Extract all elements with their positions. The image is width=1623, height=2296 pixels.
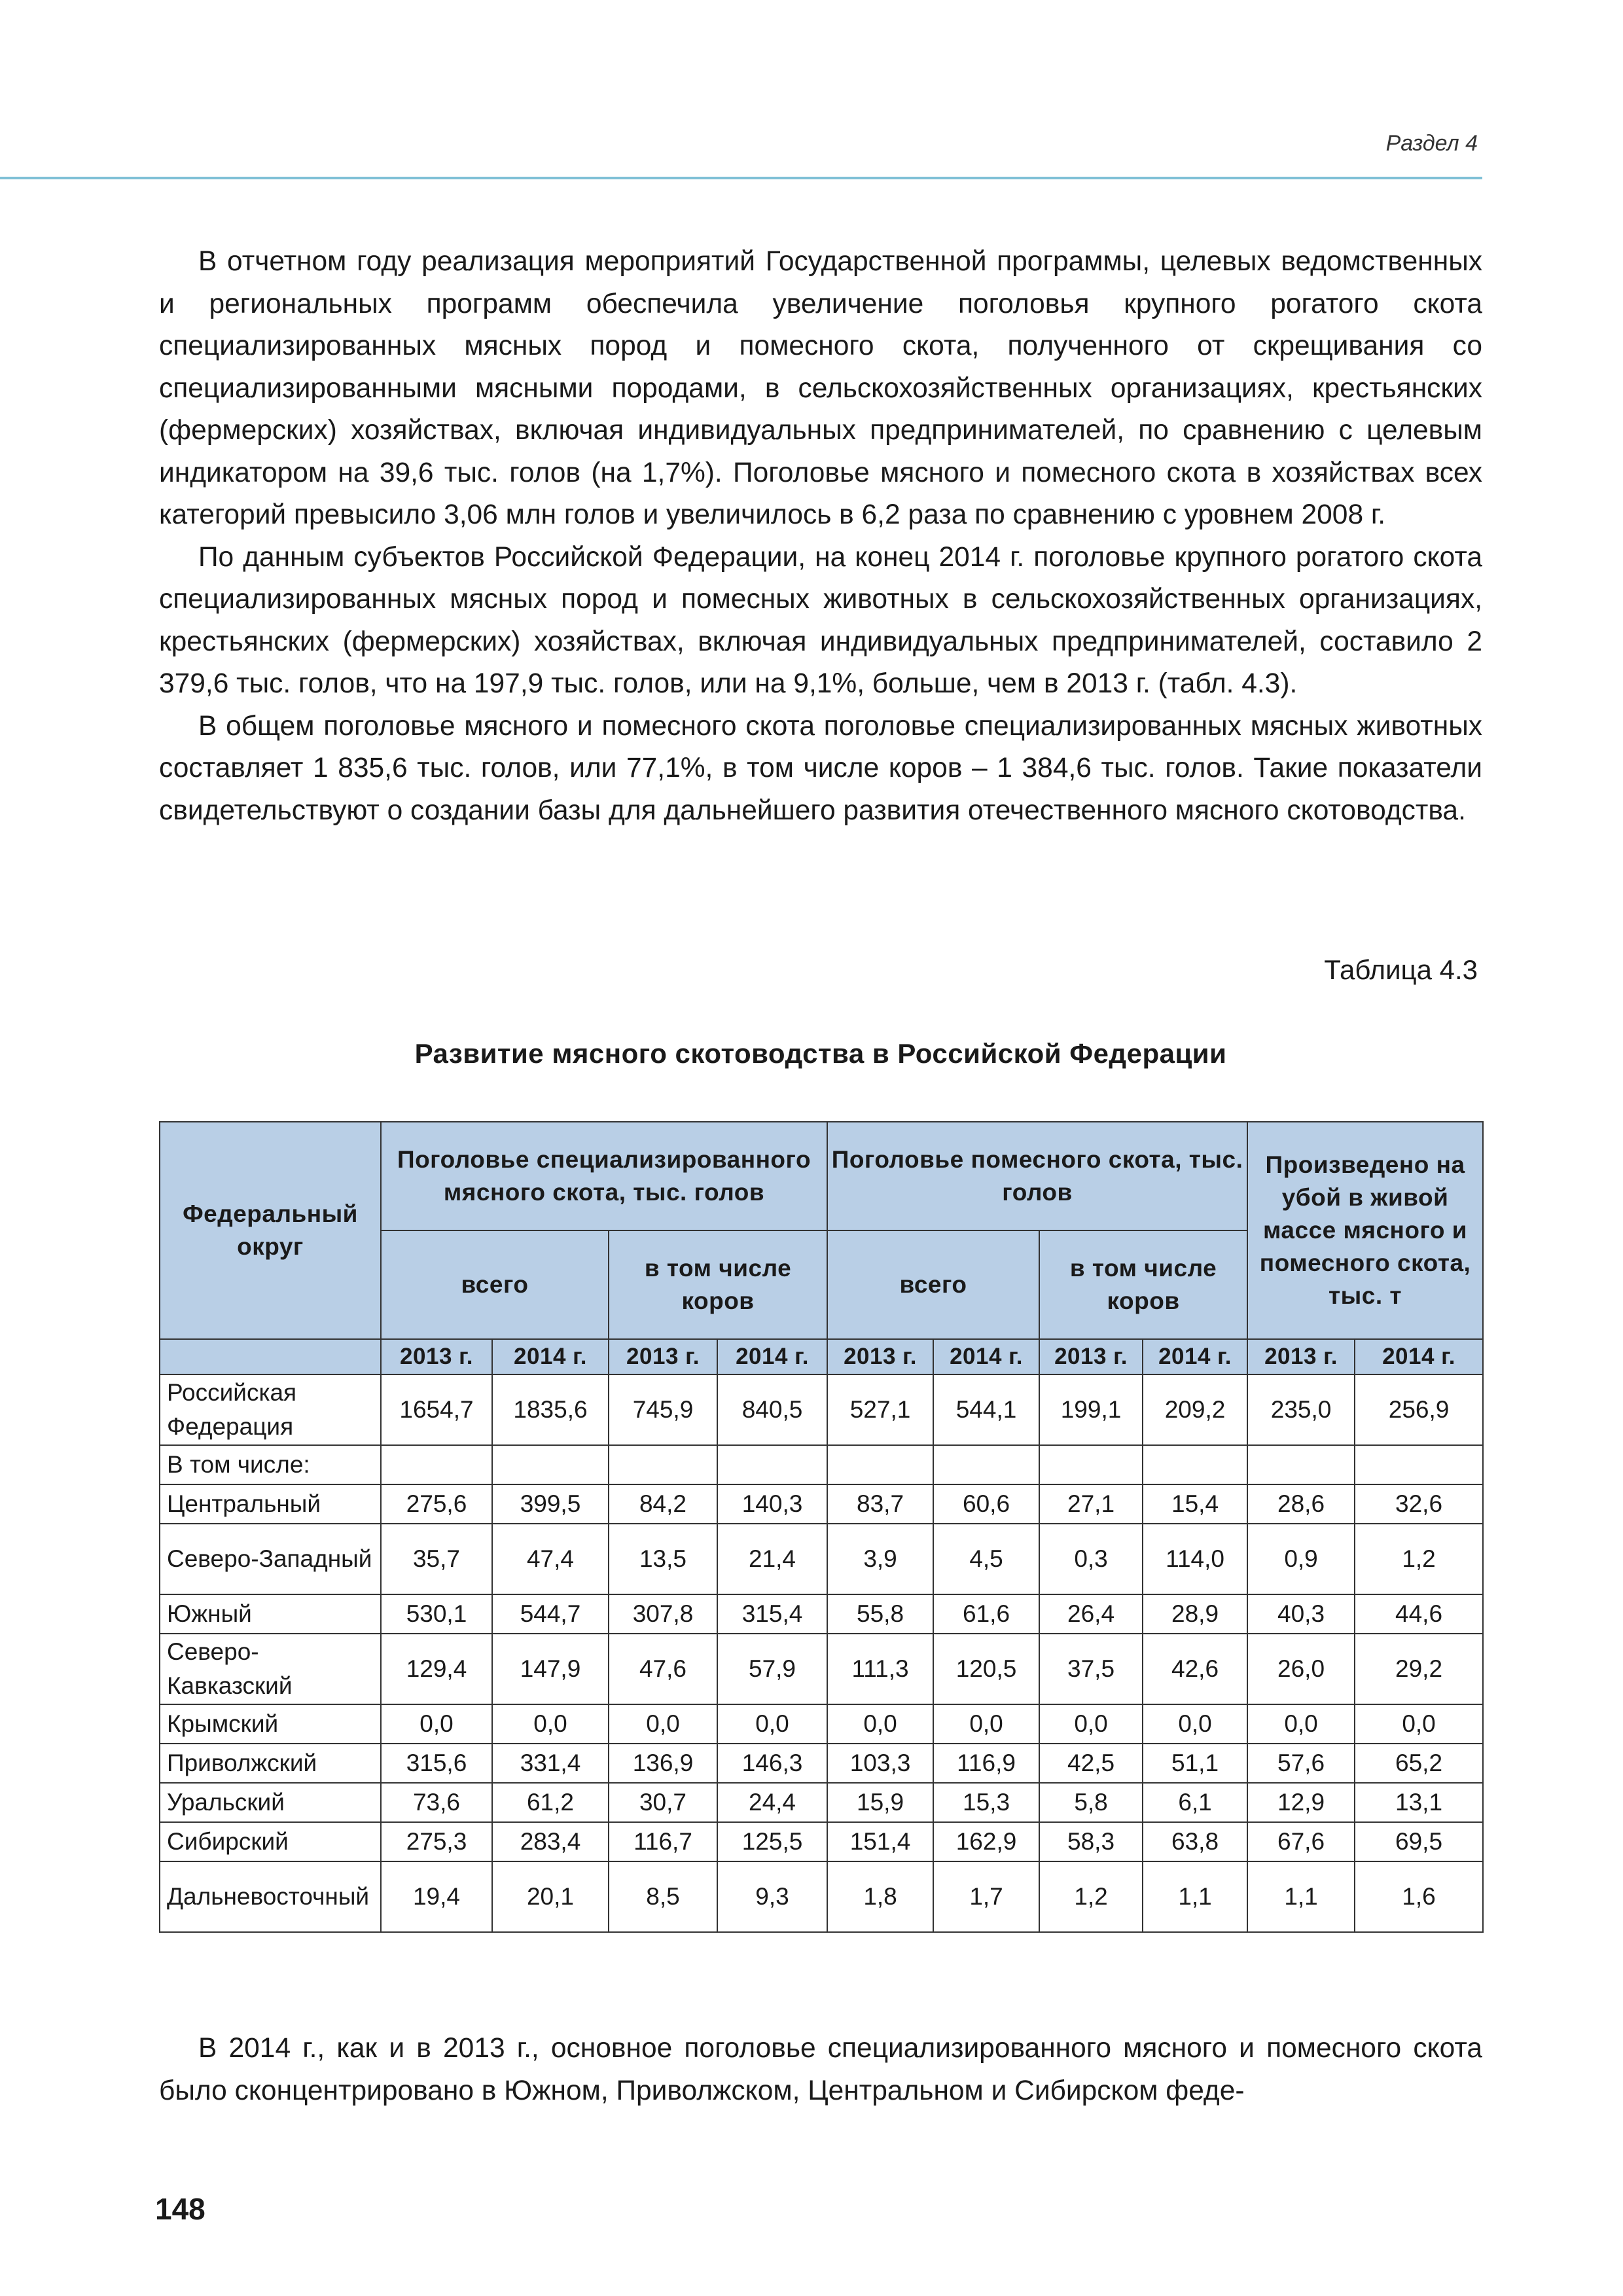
table-row [160,1374,1483,1445]
value-cell: 47,4 [492,1524,609,1594]
value-cell: 0,0 [492,1704,609,1744]
value-cell: 42,6 [1143,1634,1247,1704]
value-cell: 57,9 [717,1634,827,1704]
value-cell: 0,3 [1039,1524,1143,1594]
header-year: 2013 г. [827,1339,933,1374]
value-cell: 27,1 [1039,1484,1143,1524]
region-cell: Южный [160,1594,381,1634]
value-cell: 30,7 [609,1783,717,1822]
value-cell: 146,3 [717,1744,827,1783]
value-cell [717,1445,827,1484]
value-cell: 73,6 [381,1783,492,1822]
table-row [160,1445,1483,1484]
value-cell: 19,4 [381,1861,492,1932]
data-table [159,1121,1484,1933]
region-cell: Крымский [160,1704,381,1744]
value-cell: 0,0 [381,1704,492,1744]
value-cell: 209,2 [1143,1374,1247,1445]
value-cell: 61,2 [492,1783,609,1822]
header-group-slaughter: Произведено на убой в живой массе мясного и помесного скота, тыс. т [1247,1122,1483,1339]
header-group-specialized: Поголовье специализированного мясного скота, тыс. голов [381,1122,827,1230]
header-blank [160,1339,381,1374]
value-cell: 0,9 [1247,1524,1355,1594]
value-cell: 0,0 [717,1704,827,1744]
value-cell: 116,7 [609,1822,717,1861]
header-total: всего [381,1230,609,1339]
value-cell: 0,0 [1039,1704,1143,1744]
value-cell: 116,9 [933,1744,1039,1783]
value-cell [1039,1445,1143,1484]
value-cell: 55,8 [827,1594,933,1634]
region-cell: Приволжский [160,1744,381,1783]
section-label: Раздел 4 [1385,131,1478,156]
value-cell: 1654,7 [381,1374,492,1445]
table-row [160,1783,1483,1822]
header-cows: в том числе коров [609,1230,827,1339]
value-cell: 24,4 [717,1783,827,1822]
header-year: 2014 г. [1143,1339,1247,1374]
value-cell: 26,0 [1247,1634,1355,1704]
value-cell: 15,9 [827,1783,933,1822]
value-cell [1247,1445,1355,1484]
header-year: 2013 г. [1039,1339,1143,1374]
table-row [160,1634,1483,1704]
value-cell: 1835,6 [492,1374,609,1445]
value-cell: 544,7 [492,1594,609,1634]
value-cell: 0,0 [1355,1704,1483,1744]
header-year: 2013 г. [381,1339,492,1374]
value-cell: 26,4 [1039,1594,1143,1634]
value-cell: 83,7 [827,1484,933,1524]
table-row [160,1484,1483,1524]
region-cell: Сибирский [160,1822,381,1861]
value-cell: 15,4 [1143,1484,1247,1524]
region-cell: Северо-Кавказский [160,1634,381,1704]
table-row [160,1744,1483,1783]
header-region: Федеральный округ [160,1122,381,1339]
value-cell: 28,9 [1143,1594,1247,1634]
value-cell: 0,0 [827,1704,933,1744]
value-cell: 28,6 [1247,1484,1355,1524]
region-cell: Уральский [160,1783,381,1822]
value-cell: 9,3 [717,1861,827,1932]
paragraph: По данным субъектов Российской Федерации, на конец 2014 г. поголовье крупного рогатого скота специализированных мясных пород и помесных животных в сельскохозяйственных организациях, крестьянских (фермерских) хозяйствах, включая индивидуальных предпринимателей, составило 2 379,6 тыс. голов, что на 197,9 тыс. голов, или на 9,1%, больше, чем в 2013 г. (табл. 4.3). [159,541,1482,699]
value-cell [933,1445,1039,1484]
value-cell: 275,6 [381,1484,492,1524]
value-cell: 151,4 [827,1822,933,1861]
value-cell: 6,1 [1143,1783,1247,1822]
outro-text [159,2028,1482,2112]
table-number: Таблица 4.3 [1324,954,1478,985]
value-cell: 283,4 [492,1822,609,1861]
value-cell: 1,1 [1247,1861,1355,1932]
intro-text [159,241,1482,832]
value-cell: 44,6 [1355,1594,1483,1634]
value-cell: 65,2 [1355,1744,1483,1783]
paragraph: В общем поголовье мясного и помесного скота поголовье специализированных мясных животных составляет 1 835,6 тыс. голов, или 77,1%, в том числе коров – 1 384,6 тыс. голов. Такие показатели свидетельствуют о создании базы для дальнейшего развития отечественного мясного скотоводства. [159,710,1482,826]
value-cell: 12,9 [1247,1783,1355,1822]
value-cell: 275,3 [381,1822,492,1861]
value-cell [1355,1445,1483,1484]
value-cell: 21,4 [717,1524,827,1594]
value-cell: 13,5 [609,1524,717,1594]
header-year: 2013 г. [1247,1339,1355,1374]
value-cell: 1,1 [1143,1861,1247,1932]
value-cell: 67,6 [1247,1822,1355,1861]
value-cell: 1,2 [1355,1524,1483,1594]
value-cell: 42,5 [1039,1744,1143,1783]
value-cell: 35,7 [381,1524,492,1594]
value-cell [827,1445,933,1484]
value-cell: 527,1 [827,1374,933,1445]
value-cell: 114,0 [1143,1524,1247,1594]
region-cell: Дальневосточный [160,1861,381,1932]
value-cell: 840,5 [717,1374,827,1445]
value-cell: 58,3 [1039,1822,1143,1861]
value-cell: 0,0 [1247,1704,1355,1744]
region-cell: В том числе: [160,1445,381,1484]
value-cell: 8,5 [609,1861,717,1932]
header-year: 2014 г. [717,1339,827,1374]
table-row [160,1704,1483,1744]
region-cell: Центральный [160,1484,381,1524]
value-cell: 307,8 [609,1594,717,1634]
value-cell: 4,5 [933,1524,1039,1594]
value-cell: 60,6 [933,1484,1039,1524]
value-cell: 1,6 [1355,1861,1483,1932]
value-cell: 0,0 [1143,1704,1247,1744]
table-row [160,1822,1483,1861]
header-total: всего [827,1230,1039,1339]
value-cell: 84,2 [609,1484,717,1524]
value-cell: 745,9 [609,1374,717,1445]
value-cell: 57,6 [1247,1744,1355,1783]
value-cell: 51,1 [1143,1744,1247,1783]
header-year: 2014 г. [1355,1339,1483,1374]
value-cell: 1,8 [827,1861,933,1932]
value-cell: 3,9 [827,1524,933,1594]
value-cell: 15,3 [933,1783,1039,1822]
table-row [160,1861,1483,1932]
value-cell: 20,1 [492,1861,609,1932]
header-rule [0,177,1482,179]
value-cell: 47,6 [609,1634,717,1704]
table-title: Развитие мясного скотоводства в Российской Федерации [414,1038,1227,1069]
header-year: 2013 г. [609,1339,717,1374]
value-cell: 544,1 [933,1374,1039,1445]
value-cell: 199,1 [1039,1374,1143,1445]
value-cell: 129,4 [381,1634,492,1704]
header-cows: в том числе коров [1039,1230,1247,1339]
value-cell: 136,9 [609,1744,717,1783]
value-cell: 315,6 [381,1744,492,1783]
value-cell: 61,6 [933,1594,1039,1634]
value-cell: 120,5 [933,1634,1039,1704]
value-cell: 140,3 [717,1484,827,1524]
value-cell: 147,9 [492,1634,609,1704]
value-cell: 0,0 [933,1704,1039,1744]
value-cell [381,1445,492,1484]
value-cell: 5,8 [1039,1783,1143,1822]
table-row [160,1524,1483,1594]
header-year: 2014 г. [933,1339,1039,1374]
value-cell: 32,6 [1355,1484,1483,1524]
value-cell: 103,3 [827,1744,933,1783]
value-cell [609,1445,717,1484]
value-cell: 111,3 [827,1634,933,1704]
value-cell: 37,5 [1039,1634,1143,1704]
paragraph: В 2014 г., как и в 2013 г., основное поголовье специализированного мясного и помесного скота было сконцентрировано в Южном, Приволжском, Центральном и Сибирском феде- [159,2033,1482,2106]
value-cell: 40,3 [1247,1594,1355,1634]
value-cell: 315,4 [717,1594,827,1634]
value-cell: 69,5 [1355,1822,1483,1861]
value-cell: 256,9 [1355,1374,1483,1445]
region-cell: Северо-Западный [160,1524,381,1594]
header-year: 2014 г. [492,1339,609,1374]
value-cell: 331,4 [492,1744,609,1783]
value-cell: 235,0 [1247,1374,1355,1445]
table-row [160,1594,1483,1634]
value-cell [492,1445,609,1484]
value-cell: 399,5 [492,1484,609,1524]
value-cell: 1,2 [1039,1861,1143,1932]
region-cell: Российская Федерация [160,1374,381,1445]
value-cell: 0,0 [609,1704,717,1744]
value-cell [1143,1445,1247,1484]
value-cell: 162,9 [933,1822,1039,1861]
header-group-crossbred: Поголовье помесного скота, тыс. голов [827,1122,1247,1230]
value-cell: 63,8 [1143,1822,1247,1861]
value-cell: 125,5 [717,1822,827,1861]
value-cell: 29,2 [1355,1634,1483,1704]
value-cell: 13,1 [1355,1783,1483,1822]
table-body [160,1374,1483,1932]
value-cell: 1,7 [933,1861,1039,1932]
paragraph: В отчетном году реализация мероприятий Государственной программы, целевых ведомственных и региональных программ обеспечила увеличение поголовья крупного рогатого скота специализированных мясных пород и помесного скота, полученного от скрещивания со специализированными мясными породами, в сельскохозяйственных организациях, крестьянских (фермерских) хозяйствах, включая индивидуальных предпринимателей, по сравнению с целевым индикатором на 39,6 тыс. голов (на 1,7%). Поголовье мясного и помесного скота в хозяйствах всех категорий превысило 3,06 млн голов и увеличилось в 6,2 раза по сравнению с уровнем 2008 г. [159,246,1482,530]
page-number: 148 [155,2192,205,2226]
value-cell: 530,1 [381,1594,492,1634]
